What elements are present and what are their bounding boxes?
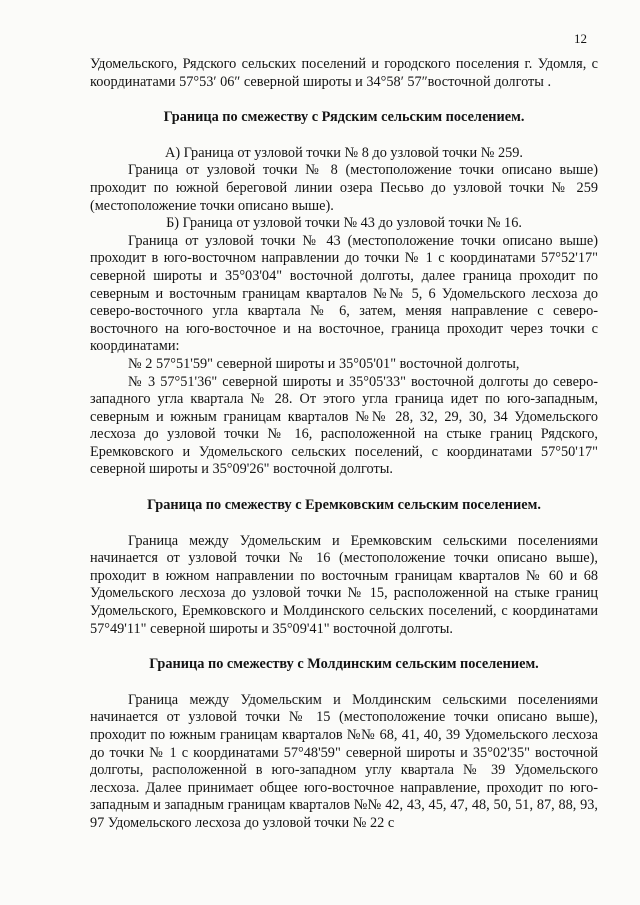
paragraph: Граница между Удомельским и Молдинским сельскими поселениями начинается от узловой точки № 15 (местоположение точки описано выше), проходит по южным границам кварталов №№ 68, 41, 40, 39 Удомельского лесхоза до точки № 1 с координатами 57°48'59" северной широты и 35°02'35" восточной долготы, расположенной в юго-западном углу квартала № 39 Удомельского лесхоза. Далее принимает общее юго-восточное направление, проходит по юго-западным и западным границам кварталов №№ 42, 43, 45, 47, 48, 50, 51, 87, 88, 93, 97 Удомельского лесхоза до узловой точки № 22 с xyxy=(90,691,598,831)
section-heading-ryadskoe: Граница по смежеству с Рядским сельским поселением. xyxy=(163,109,525,126)
subsection-a: А) Граница от узловой точки № 8 до узловой точки № 259. xyxy=(165,144,523,161)
paragraph: Граница между Удомельским и Еремковским сельскими поселениями начинается от узловой точки № 16 (местоположение точки описано выше), проходит в южном направлении по восточным границам кварталов № 60 и 68 Удомельского лесхоза до узловой точки № 15, расположенной на стыке границ Удомельского, Еремковского и Молдинского сельских поселений, с координатами 57°49'11" северной широты и 35°09'41" восточной долготы. xyxy=(90,532,598,637)
paragraph: Граница от узловой точки № 8 (местоположение точки описано выше) проходит по южной береговой линии озера Песьво до узловой точки № 259 (местоположение точки описано выше). xyxy=(90,162,598,214)
paragraph: № 3 57°51'36" северной широты и 35°05'33" восточной долготы до северо-западного угла квартала № 28. От этого угла граница идет по юго-западным, северным и южным границам кварталов №№ 28, 32, 29, 30, 34 Удомельского лесхоза до узловой точки № 16, расположенной на стыке границ Рядского, Еремковского и Удомельского сельских поселений, с координатами 57°50'17" северной широты и 35°09'26" восточной долготы. xyxy=(90,373,598,478)
coordinate-point-2: № 2 57°51'59" северной широты и 35°05'01" восточной долготы, xyxy=(128,355,520,372)
subsection-b: Б) Граница от узловой точки № 43 до узловой точки № 16. xyxy=(166,215,522,232)
section-heading-moldinskoe: Граница по смежеству с Молдинским сельским поселением. xyxy=(149,656,539,673)
page-number: 12 xyxy=(574,31,587,46)
paragraph-continuation: Удомельского, Рядского сельских поселений и городского поселения г. Удомля, с координатами 57°53′ 06″ северной широты и 34°58′ 57″восточной долготы . xyxy=(90,56,598,90)
paragraph: Граница от узловой точки № 43 (местоположение точки описано выше) проходит в юго-восточном направлении до точки № 1 с координатами 57°52'17" северной широты и 35°03'04" восточной долготы, далее граница проходит по северным и восточным границам кварталов №№ 5, 6 Удомельского лесхоза до северо-восточного угла квартала № 6, затем, меняя направление с северо-восточного на юго-восточное и на восточное, граница проходит через точки с координатами: xyxy=(90,232,598,355)
document-body xyxy=(90,56,598,833)
section-heading-eremkovskoe: Граница по смежеству с Еремковским сельским поселением. xyxy=(147,497,541,514)
